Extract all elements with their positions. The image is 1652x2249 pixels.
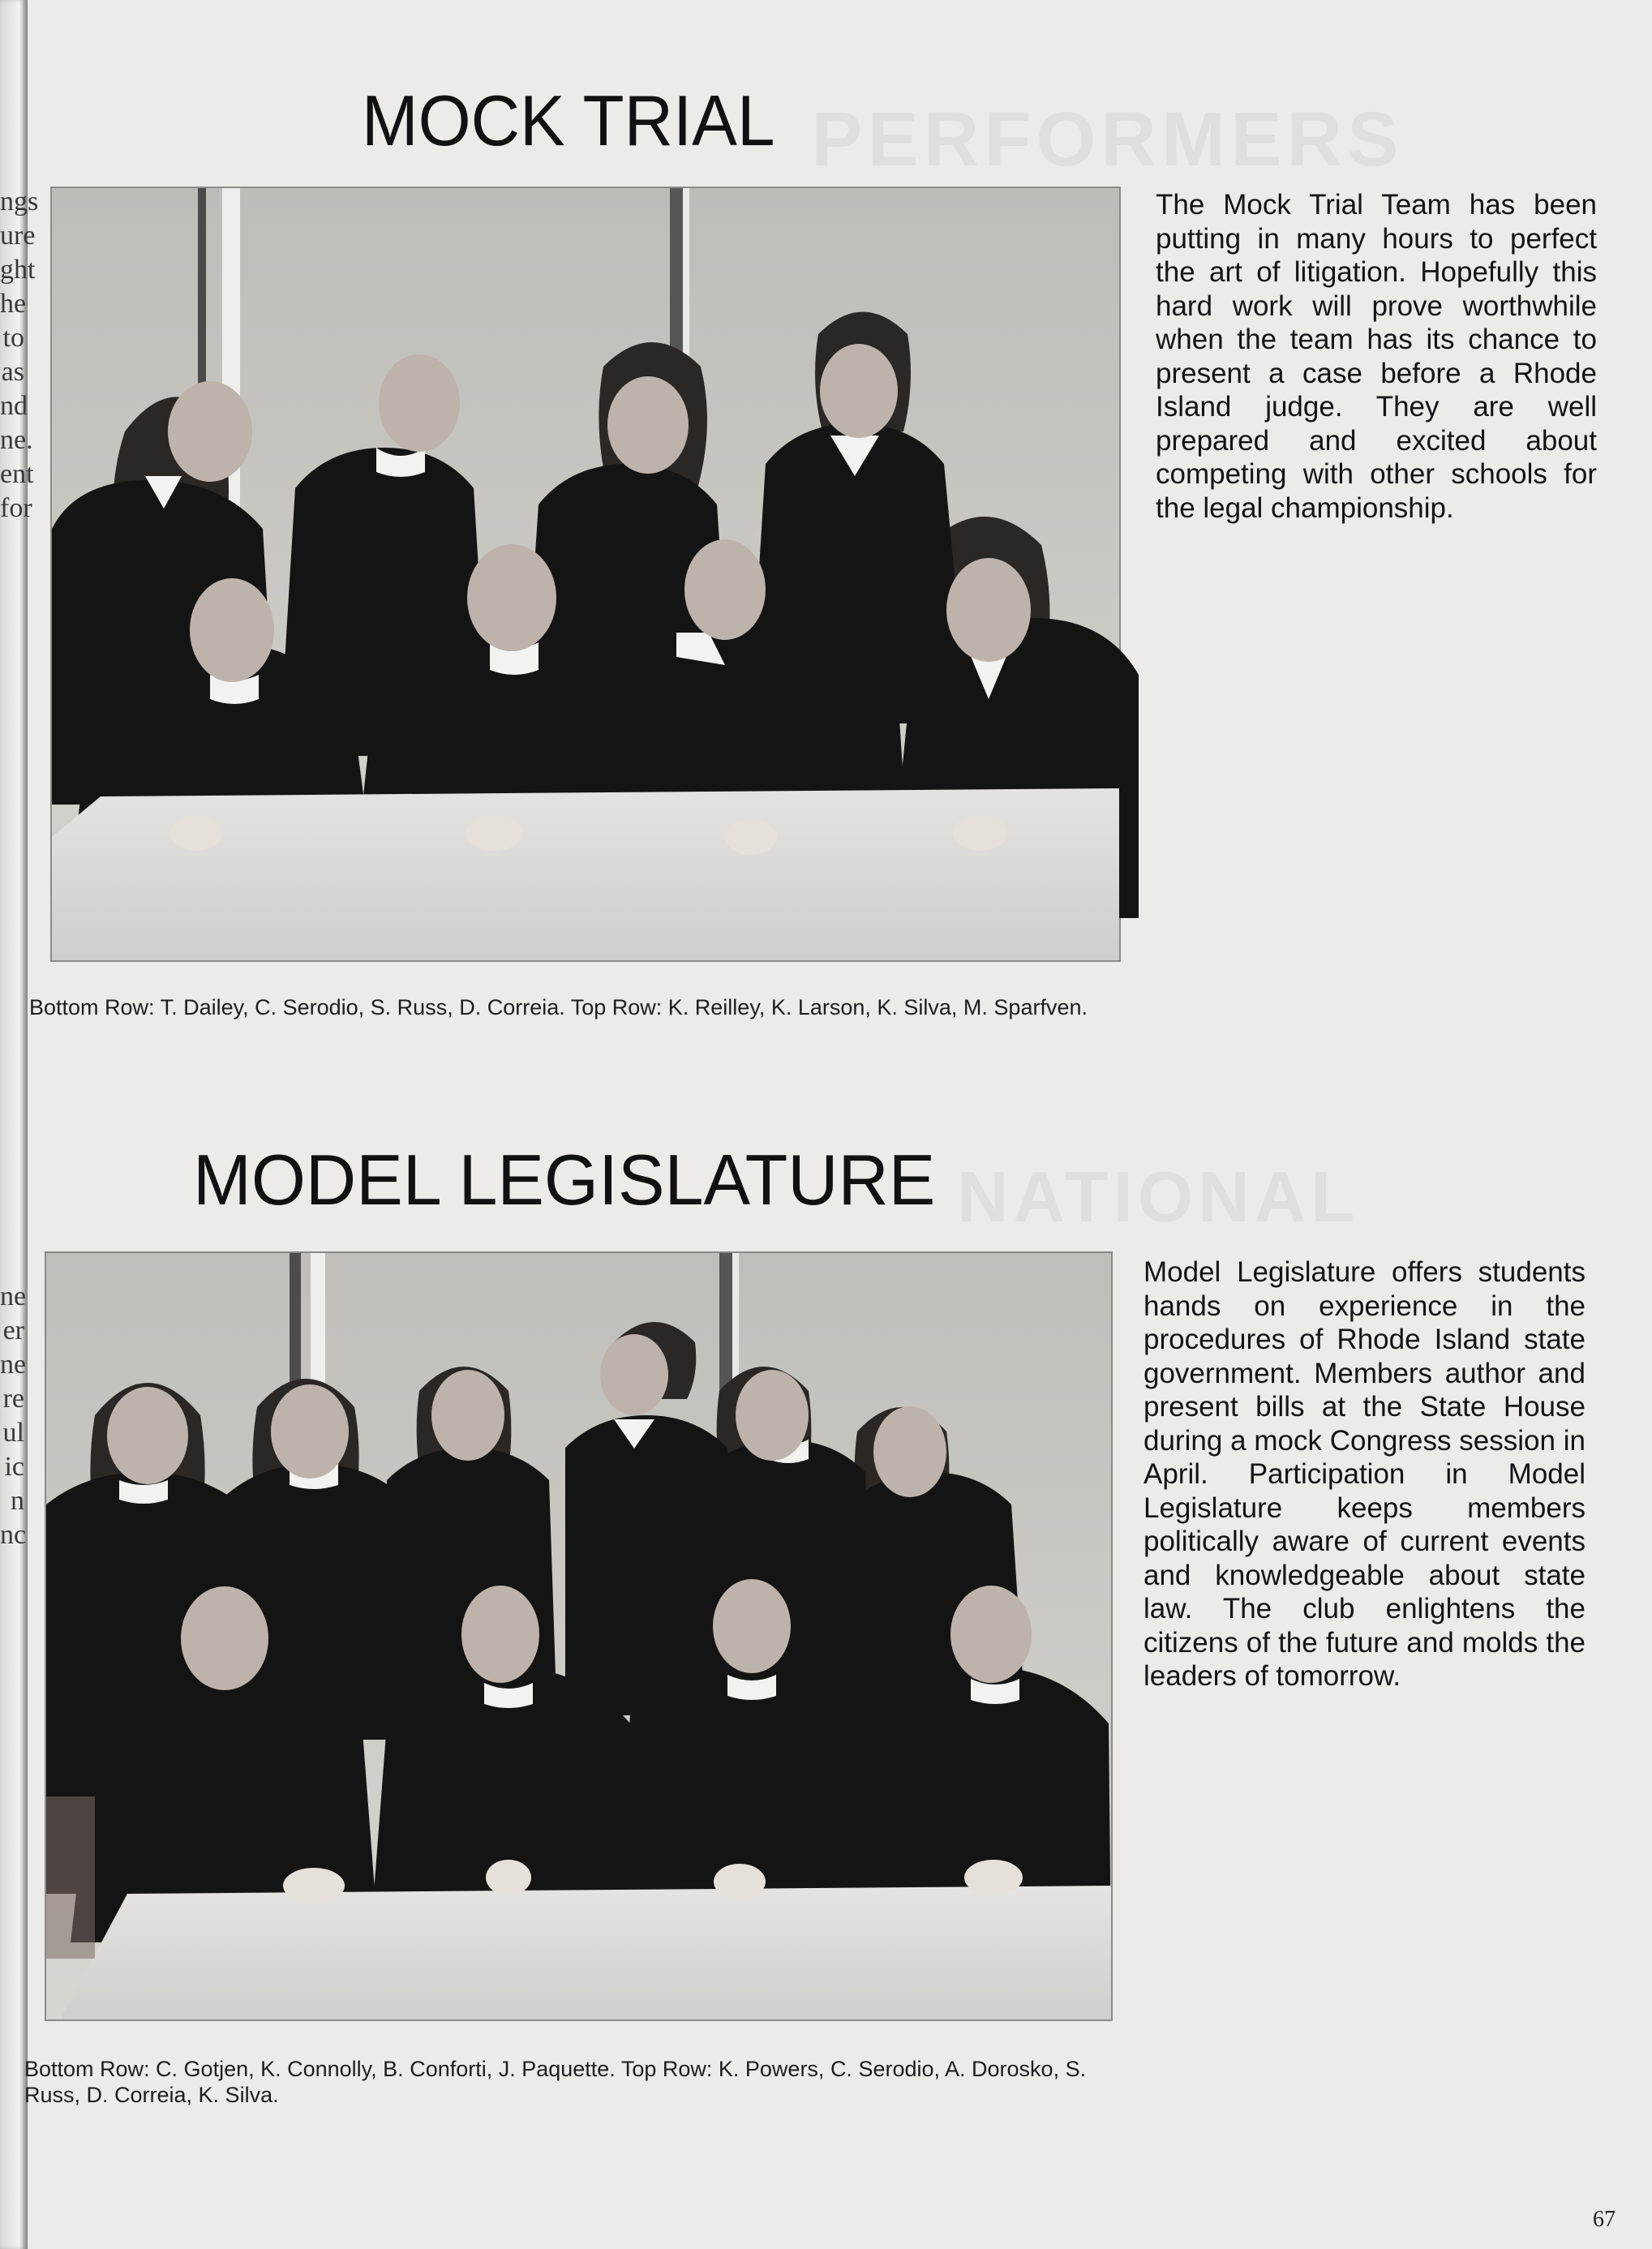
model-legislature-title: MODEL LEGISLATURE	[193, 1140, 936, 1220]
show-through-heading-top: PERFORMERS	[811, 97, 1404, 182]
model-legislature-description: Model Legislature offers students hands on experience in the procedures of Rhode Island state government. Members author and present bills at the State House during a mock Congress session in April. Participation in Model Legislature keeps members politically aware of current events and knowledgeable about state law. The club enlightens the citizens of the future and molds the leaders of tomorrow.	[1144, 1256, 1585, 1692]
mock-trial-group-photo	[50, 187, 1121, 962]
mock-trial-caption: Bottom Row: T. Dailey, C. Serodio, S. Russ, D. Correia. Top Row: K. Reilley, K. Larson, K. Silva, M. Sparfven.	[29, 995, 1088, 1019]
model-legislature-group-photo	[45, 1251, 1113, 2021]
mock-trial-description: The Mock Trial Team has been putting in many hours to perfect the art of litigation. Hopefully this hard work will prove worthwhile when the team has its chance to present a case before a Rhode Island judge. They are well prepared and excited about competing with other schools for the legal championship.	[1156, 189, 1597, 524]
facing-page-text-top: ngs ure ght he to as nd ne. ent for	[0, 187, 39, 523]
model-legislature-caption: Bottom Row: C. Gotjen, K. Connolly, B. Conforti, J. Paquette. Top Row: K. Powers, C. Serodio, A. Dorosko, S. Russ, D. Correia, K. Silva.	[24, 2057, 1087, 2107]
page-number: 67	[1593, 2207, 1616, 2232]
facing-page-text-bottom: ne er ne re ul ic n nc	[0, 1281, 27, 1550]
mock-trial-title: MOCK TRIAL	[362, 80, 775, 161]
show-through-heading-bottom: NATIONAL	[957, 1157, 1360, 1237]
